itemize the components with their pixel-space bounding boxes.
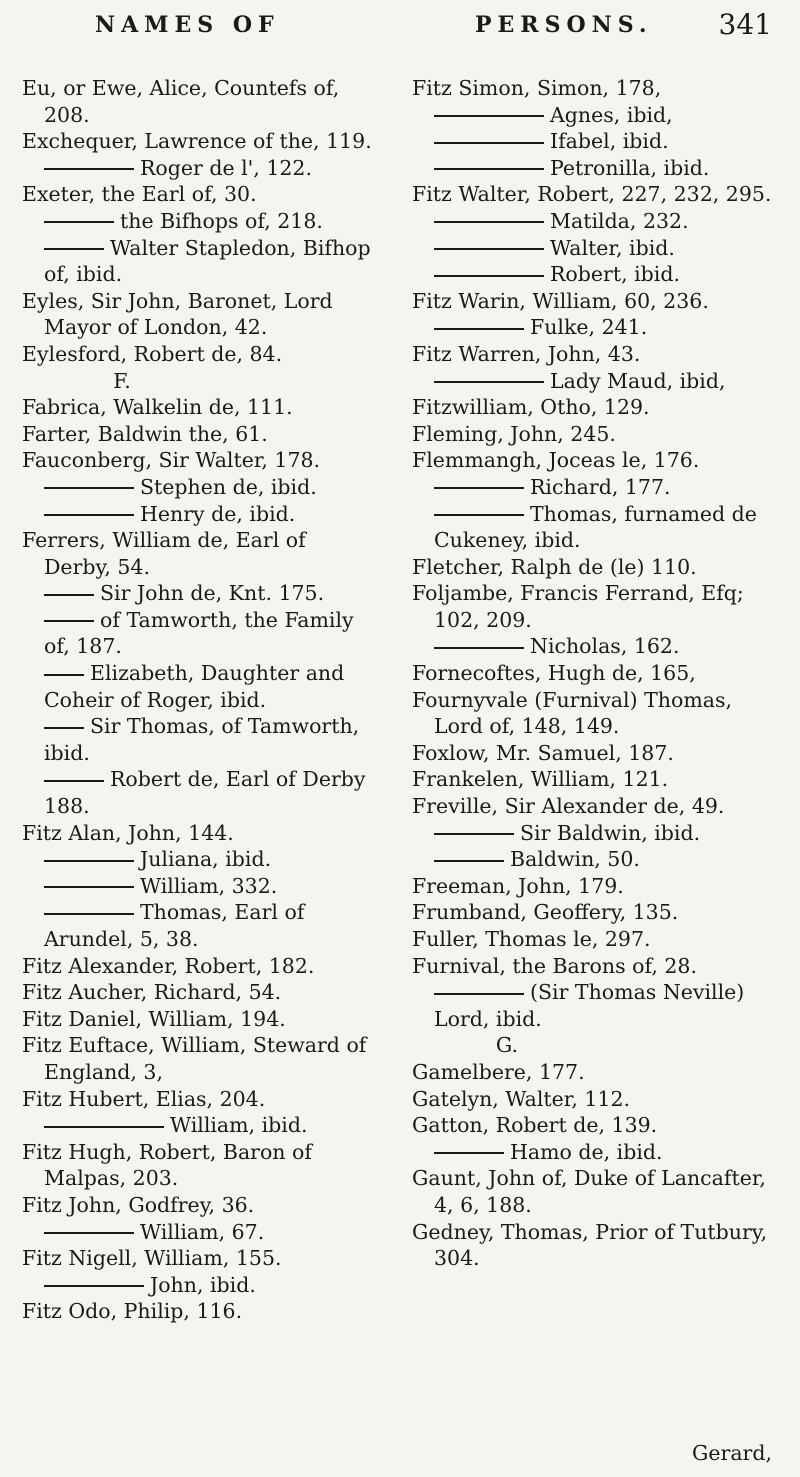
entry-text: Frankelen, William, 121. [412, 767, 669, 792]
entry-text: Thomas, Earl of Arundel, 5, 38. [44, 900, 305, 951]
entry-text: Eu, or Ewe, Alice, Countefs of, 208. [22, 76, 340, 127]
entry-text: Fitz Warren, John, 43. [412, 341, 641, 366]
entry-text: Juliana, ibid. [140, 847, 272, 872]
index-entry [412, 953, 784, 980]
index-subentry [412, 314, 784, 341]
index-entry [22, 1032, 377, 1085]
index-entry [22, 421, 377, 448]
entry-text: William, 332. [140, 873, 278, 898]
index-entry [412, 394, 784, 421]
entry-text: Gaunt, John of, Duke of Lancafter, 4, 6, 188. [412, 1166, 766, 1217]
entry-text: Sir Thomas, of Tamworth, ibid. [44, 714, 360, 765]
index-entry [22, 820, 377, 847]
index-subentry [412, 1139, 784, 1166]
entry-text: Fuller, Thomas le, 297. [412, 927, 651, 951]
entry-text: F. [113, 368, 131, 393]
entry-text: Fitzwilliam, Otho, 129. [412, 395, 650, 420]
ditto-dash [44, 886, 134, 888]
entry-text: Gedney, Thomas, Prior of Tutbury, 304. [412, 1219, 768, 1271]
entry-text: Fletcher, Ralph de (le) 110. [412, 554, 697, 579]
right-index-column [412, 75, 784, 1272]
index-entry [22, 527, 377, 580]
index-subentry [22, 846, 377, 873]
ditto-dash [434, 860, 504, 862]
section-letter [22, 368, 222, 395]
ditto-dash [44, 727, 84, 729]
index-subentry [22, 660, 377, 713]
running-head-left: NAMES OF [95, 12, 280, 38]
entry-text: Furnival, the Barons of, 28. [412, 953, 697, 978]
entry-text: Gatton, Robert de, 139. [412, 1113, 658, 1138]
entry-text: Frumband, Geoffery, 135. [412, 900, 679, 925]
index-subentry [412, 261, 784, 288]
index-subentry [22, 580, 377, 607]
entry-text: Lady Maud, ibid, [550, 368, 726, 393]
index-entry [412, 341, 784, 368]
entry-text: Fitz Aucher, Richard, 54. [22, 980, 282, 1005]
index-entry [412, 1219, 784, 1272]
entry-text: Fabrica, Walkelin de, 111. [22, 395, 293, 420]
index-entry [412, 873, 784, 900]
index-subentry [412, 102, 784, 129]
entry-text: Sir John de, Knt. 175. [100, 581, 325, 606]
index-subentry [22, 1272, 377, 1299]
index-subentry [22, 155, 377, 182]
index-entry [412, 1059, 784, 1086]
index-subentry [22, 873, 377, 900]
entry-text: Henry de, ibid. [140, 501, 296, 526]
index-entry [22, 1139, 377, 1192]
index-entry [22, 181, 377, 208]
index-entry [412, 554, 784, 581]
entry-text: Exchequer, Lawrence of the, 119. [22, 129, 372, 154]
index-entry [412, 75, 784, 102]
running-head [95, 8, 772, 48]
index-subentry [412, 474, 784, 501]
ditto-dash [44, 913, 134, 915]
entry-text: Fleming, John, 245. [412, 421, 616, 446]
entry-text: Matilda, 232. [550, 208, 689, 233]
ditto-dash [44, 860, 134, 862]
entry-text: Petronilla, ibid. [550, 155, 710, 180]
entry-text: Fornecoftes, Hugh de, 165, [412, 661, 696, 686]
index-subentry [22, 1112, 377, 1139]
entry-text: Farter, Baldwin the, 61. [22, 421, 268, 446]
index-entry [412, 1086, 784, 1113]
ditto-dash [44, 168, 134, 170]
entry-text: Fitz Simon, Simon, 178, [412, 76, 662, 100]
ditto-dash [44, 780, 104, 782]
index-entry [412, 181, 784, 208]
index-subentry [412, 155, 784, 182]
index-subentry [412, 633, 784, 660]
index-entry [412, 1165, 784, 1218]
index-entry [412, 687, 784, 740]
entry-text: Fitz Nigell, William, 155. [22, 1246, 282, 1271]
entry-text: Fitz Hugh, Robert, Baron of Malpas, 203. [22, 1139, 312, 1191]
entry-text: Elizabeth, Daughter and Coheir of Roger, ibid. [44, 661, 345, 712]
index-entry [412, 447, 784, 474]
index-entry [412, 740, 784, 767]
index-entry [22, 953, 377, 980]
running-head-right: PERSONS. [475, 12, 653, 38]
entry-text: Eylesford, Robert de, 84. [22, 341, 283, 366]
entry-text: Walter, ibid. [550, 235, 675, 260]
index-entry [22, 128, 377, 155]
index-entry [22, 341, 377, 368]
index-entry [412, 926, 784, 953]
ditto-dash [434, 115, 544, 117]
ditto-dash [44, 514, 134, 516]
entry-text: Robert de, Earl of Derby 188. [44, 767, 366, 819]
entry-text: Baldwin, 50. [510, 847, 640, 872]
entry-text: Stephen de, ibid. [140, 474, 317, 499]
ditto-dash [434, 514, 524, 516]
index-entry [412, 899, 784, 926]
catchword: Gerard, [692, 1441, 772, 1465]
entry-text: Fournyvale (Furnival) Thomas, Lord of, 148, 149. [412, 687, 733, 739]
index-subentry [412, 501, 784, 554]
entry-text: John, ibid. [150, 1272, 256, 1297]
index-subentry [22, 208, 377, 235]
entry-text: Freville, Sir Alexander de, 49. [412, 794, 725, 819]
index-entry [412, 660, 784, 687]
entry-text: Exeter, the Earl of, 30. [22, 182, 257, 207]
entry-text: Gamelbere, 177. [412, 1059, 585, 1084]
ditto-dash [434, 993, 524, 995]
ditto-dash [434, 248, 544, 250]
ditto-dash [44, 594, 94, 596]
entry-text: Fitz Daniel, William, 194. [22, 1006, 286, 1031]
entry-text: Foxlow, Mr. Samuel, 187. [412, 740, 674, 765]
section-letter [412, 1032, 602, 1059]
index-entry [412, 580, 784, 633]
entry-text: G. [495, 1033, 519, 1058]
index-subentry [22, 713, 377, 766]
ditto-dash [44, 248, 104, 250]
index-subentry [412, 128, 784, 155]
ditto-dash [434, 275, 544, 277]
index-entry [22, 1298, 377, 1325]
index-entry [412, 793, 784, 820]
ditto-dash [434, 221, 544, 223]
left-index-column [22, 75, 377, 1325]
index-subentry [412, 208, 784, 235]
index-subentry [412, 979, 784, 1032]
ditto-dash [434, 142, 544, 144]
entry-text: Foljambe, Francis Ferrand, Efq; 102, 209. [412, 581, 744, 632]
entry-text: Fitz Walter, Robert, 227, 232, 295. [412, 182, 772, 207]
ditto-dash [44, 1232, 134, 1234]
entry-text: Fulke, 241. [530, 315, 648, 340]
entry-text: Walter Stapledon, Bifhop of, ibid. [44, 235, 371, 287]
page-number: 341 [718, 8, 772, 41]
ditto-dash [434, 1152, 504, 1154]
index-subentry [22, 607, 377, 660]
index-entry [22, 979, 377, 1006]
ditto-dash [434, 168, 544, 170]
ditto-dash [44, 674, 84, 676]
entry-text: Fitz Hubert, Elias, 204. [22, 1086, 266, 1111]
ditto-dash [44, 221, 114, 223]
index-subentry [22, 1219, 377, 1246]
ditto-dash [434, 328, 524, 330]
entry-text: Flemmangh, Joceas le, 176. [412, 448, 700, 473]
entry-text: Ifabel, ibid. [550, 129, 669, 154]
ditto-dash [434, 381, 544, 383]
entry-text: (Sir Thomas Neville) Lord, ibid. [434, 980, 745, 1031]
index-entry [412, 421, 784, 448]
index-entry [22, 394, 377, 421]
ditto-dash [434, 647, 524, 649]
entry-text: Nicholas, 162. [530, 634, 680, 659]
index-entry [22, 288, 377, 341]
index-subentry [412, 235, 784, 262]
entry-text: Gatelyn, Walter, 112. [412, 1086, 631, 1111]
index-subentry [412, 820, 784, 847]
index-subentry [22, 766, 377, 819]
index-subentry [22, 474, 377, 501]
index-entry [22, 1006, 377, 1033]
entry-text: Agnes, ibid, [550, 102, 673, 127]
ditto-dash [44, 620, 94, 622]
entry-text: the Bifhops of, 218. [120, 208, 323, 233]
index-subentry [22, 899, 377, 952]
index-subentry [22, 501, 377, 528]
entry-text: Ferrers, William de, Earl of Derby, 54. [22, 528, 306, 579]
ditto-dash [44, 487, 134, 489]
entry-text: Fitz Euftace, William, Steward of England, 3, [22, 1033, 367, 1084]
index-entry [412, 766, 784, 793]
entry-text: Hamo de, ibid. [510, 1139, 663, 1164]
ditto-dash [434, 833, 514, 835]
entry-text: Fitz Warin, William, 60, 236. [412, 288, 709, 313]
entry-text: Roger de l', 122. [140, 155, 312, 180]
entry-text: William, ibid. [170, 1113, 308, 1138]
index-entry [22, 447, 377, 474]
index-entry [22, 1245, 377, 1272]
ditto-dash [44, 1126, 164, 1128]
index-subentry [22, 235, 377, 288]
entry-text: Fitz Odo, Philip, 116. [22, 1299, 243, 1324]
entry-text: Richard, 177. [530, 474, 671, 499]
entry-text: William, 67. [140, 1219, 265, 1244]
ditto-dash [44, 1285, 144, 1287]
ditto-dash [434, 487, 524, 489]
index-entry [412, 288, 784, 315]
index-entry [22, 75, 377, 128]
index-subentry [412, 368, 784, 395]
entry-text: Fitz Alexander, Robert, 182. [22, 953, 315, 978]
entry-text: Eyles, Sir John, Baronet, Lord Mayor of London, 42. [22, 288, 333, 340]
index-entry [412, 1112, 784, 1139]
entry-text: Robert, ibid. [550, 262, 680, 287]
entry-text: Fauconberg, Sir Walter, 178. [22, 448, 321, 473]
index-entry [22, 1086, 377, 1113]
entry-text: Fitz John, Godfrey, 36. [22, 1192, 255, 1217]
entry-text: Fitz Alan, John, 144. [22, 820, 234, 845]
entry-text: Freeman, John, 179. [412, 873, 624, 898]
entry-text: of Tamworth, the Family of, 187. [44, 607, 354, 659]
index-entry [22, 1192, 377, 1219]
index-subentry [412, 846, 784, 873]
entry-text: Thomas, furnamed de Cukeney, ibid. [434, 501, 757, 553]
entry-text: Sir Baldwin, ibid. [520, 820, 701, 845]
